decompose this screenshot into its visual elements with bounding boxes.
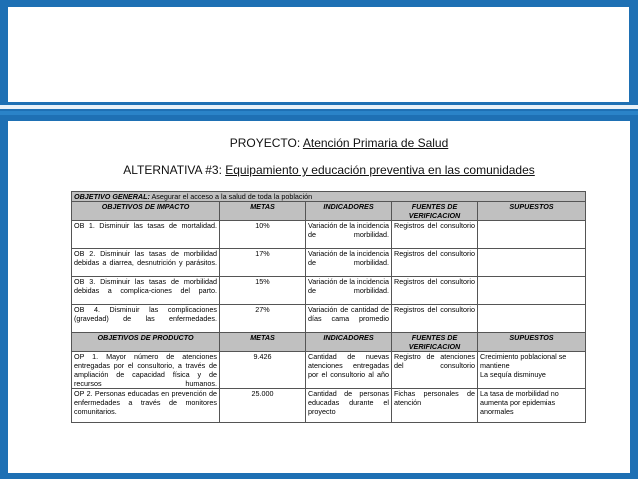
impact-ind-cell: Variación de la incidencia de morbilidad. [306,249,392,277]
product-fuente-cell: Fichas personales de atención [392,389,478,423]
product-row [72,352,586,389]
impact-sup-cell [478,249,586,277]
product-obj-cell: OP 2. Personas educadas en prevención de enfermedades a través de monitores comunitarios. [72,389,220,423]
impact-sup-cell [478,221,586,249]
impact-row [72,305,586,333]
product-ind-cell: Cantidad de personas educadas durante el proyecto [306,389,392,423]
impact-obj-cell: OB 1. Disminuir las tasas de mortalidad. [72,221,220,249]
top-banner-blank [8,7,629,102]
top-banner [0,0,638,121]
impact-obj-cell: OB 3. Disminuir las tasas de morbilidad debidas a complica-ciones del parto. [72,277,220,305]
general-objective-value: Asegurar el acceso a la salud de toda la población [149,192,313,201]
product-row [72,389,586,423]
product-meta-cell: 9.426 [220,352,306,389]
right-border [630,121,638,479]
impact-fuente-cell: Registros del consultorio [392,249,478,277]
product-header-cell: SUPUESTOS [478,333,586,352]
general-objective-label: OBJETIVO GENERAL: [74,192,150,201]
alternative-title [8,163,630,177]
impact-header-cell: OBJETIVOS DE IMPACTO [72,202,220,221]
impact-meta-cell: 27% [220,305,306,333]
bottom-border [0,473,638,479]
impact-obj-cell: OB 4. Disminuir las complicaciones (gravedad) de las enfermedades. [72,305,220,333]
product-sup-cell: Crecimiento poblacional se mantiene La sequía disminuye [478,352,586,389]
impact-row [72,249,586,277]
product-fuente-cell: Registro de atenciones del consultorio [392,352,478,389]
logical-framework-table [71,191,586,423]
impact-header-cell: SUPUESTOS [478,202,586,221]
impact-meta-cell: 10% [220,221,306,249]
product-header-cell: INDICADORES [306,333,392,352]
impact-header-cell: METAS [220,202,306,221]
general-objective-cell [72,192,586,202]
impact-header-cell: INDICADORES [306,202,392,221]
product-header-cell: FUENTES DE VERIFICACION [392,333,478,352]
product-ind-cell: Cantidad de nuevas atenciones entregadas por el consultorio al año [306,352,392,389]
impact-sup-cell [478,277,586,305]
impact-ind-cell: Variación de la incidencia de morbilidad. [306,221,392,249]
project-title [8,136,630,150]
impact-meta-cell: 17% [220,249,306,277]
impact-header-cell: FUENTES DE VERIFICACION [392,202,478,221]
impact-row [72,221,586,249]
alternative-label: ALTERNATIVA #3: [123,163,222,177]
impact-fuente-cell: Registros del consultorio [392,221,478,249]
impact-obj-cell: OB 2. Disminuir las tasas de morbilidad debidas a diarrea, desnutrición y parásitos. [72,249,220,277]
alternative-value: Equipamiento y educación preventiva en las comunidades [225,163,535,177]
product-meta-cell: 25.000 [220,389,306,423]
product-obj-cell: OP 1. Mayor número de atenciones entregadas por el consultorio, a través de ampliación de capacidad física y de recursos humanos. [72,352,220,389]
impact-meta-cell: 15% [220,277,306,305]
product-sup-cell: La tasa de morbilidad no aumenta por epidemias anormales [478,389,586,423]
general-objective-row [72,192,586,202]
slide-content [8,121,630,473]
project-label: PROYECTO: [229,136,301,150]
banner-stripe [0,105,638,109]
banner-stripe-2 [0,111,638,115]
impact-ind-cell: Variación de cantidad de días cama promedio [306,305,392,333]
product-header-cell: OBJETIVOS DE PRODUCTO [72,333,220,352]
impact-header-row [72,202,586,221]
impact-row [72,277,586,305]
left-border [0,121,8,479]
impact-sup-cell [478,305,586,333]
product-header-row [72,333,586,352]
impact-fuente-cell: Registros del consultorio [392,305,478,333]
impact-fuente-cell: Registros del consultorio [392,277,478,305]
impact-ind-cell: Variación de la incidencia de morbilidad. [306,277,392,305]
project-value: Atención Primaria de Salud [302,136,449,150]
product-header-cell: METAS [220,333,306,352]
